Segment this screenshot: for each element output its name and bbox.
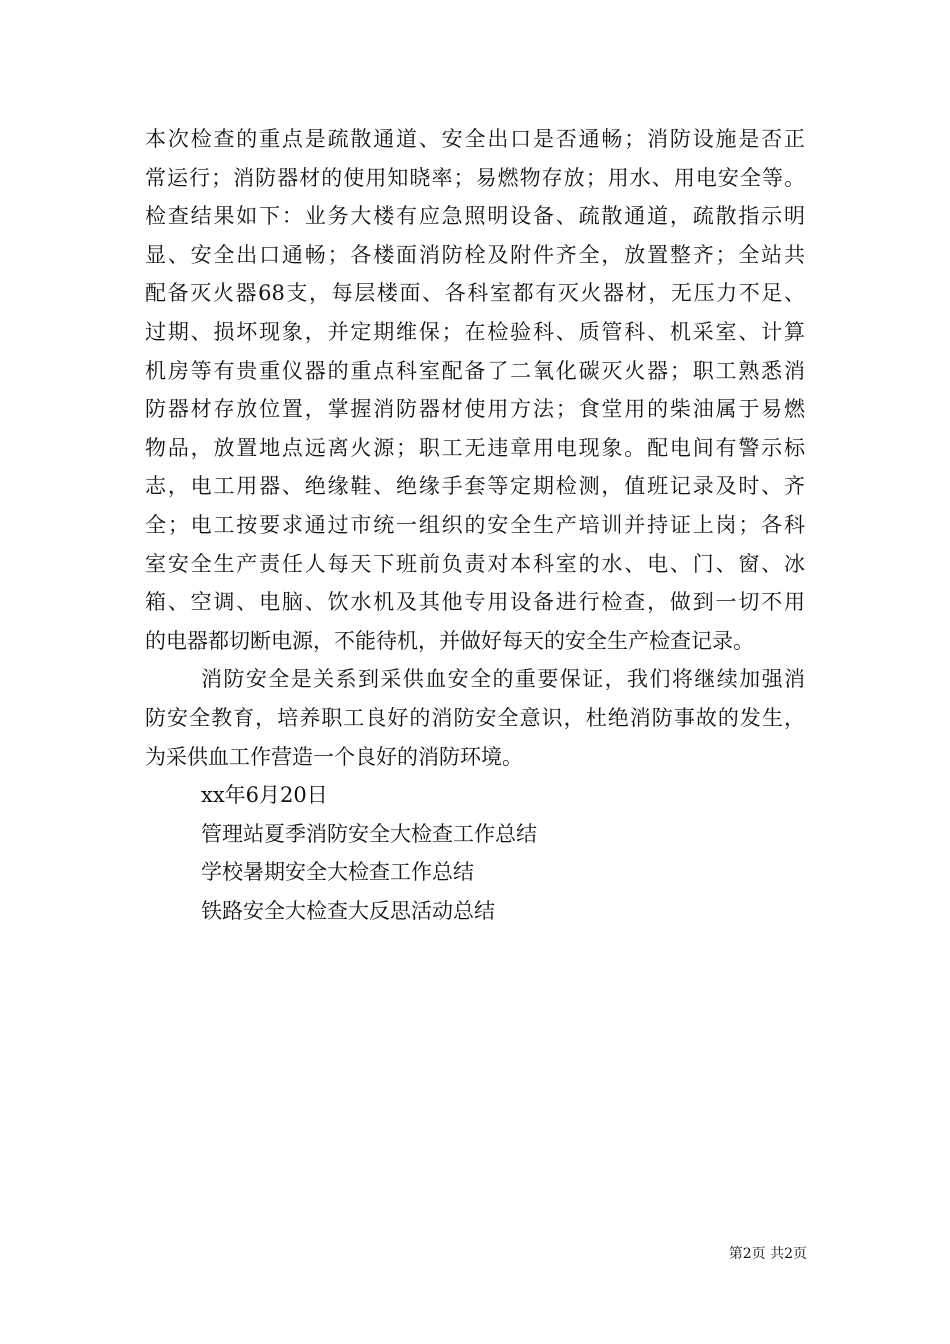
text-line: 防器材存放位置，掌握消防器材使用方法；食堂用的柴油属于易燃	[145, 397, 805, 422]
text-line: 常运行；消防器材的使用知晓率；易燃物存放；用水、用电安全等。	[145, 165, 805, 190]
text-line: 检查结果如下：业务大楼有应急照明设备、疏散通道，疏散指示明	[145, 204, 805, 229]
text-line: 为采供血工作营造一个良好的消防环境。	[145, 744, 523, 769]
page-number-footer: 第2页 共2页	[728, 1246, 807, 1262]
text-line: 物品，放置地点远离火源；职工无违章用电现象。配电间有警示标	[145, 435, 805, 460]
text-line: 全；电工按要求通过市统一组织的安全生产培训并持证上岗；各科	[145, 512, 805, 537]
text-line: 消防安全是关系到采供血安全的重要保证，我们将继续加强消	[201, 667, 805, 692]
paragraph-inspection-results	[145, 120, 805, 660]
paragraph-conclusion	[145, 660, 805, 776]
text-line: 防安全教育，培养职工良好的消防安全意识，杜绝消防事故的发生，	[145, 705, 805, 730]
related-link[interactable]: 学校暑期安全大检查工作总结	[201, 860, 474, 885]
document-date: xx年6月20日	[201, 783, 328, 808]
related-link[interactable]: 管理站夏季消防安全大检查工作总结	[201, 821, 537, 846]
text-line: 的电器都切断电源，不能待机，并做好每天的安全生产检查记录。	[145, 628, 754, 653]
related-link[interactable]: 铁路安全大检查大反思活动总结	[201, 898, 495, 923]
document-body	[145, 120, 805, 930]
text-line: 机房等有贵重仪器的重点科室配备了二氧化碳灭火器；职工熟悉消	[145, 358, 805, 383]
text-line: 配备灭火器68支，每层楼面、各科室都有灭火器材，无压力不足、	[145, 281, 805, 306]
text-line: 志，电工用器、绝缘鞋、绝缘手套等定期检测，值班记录及时、齐	[145, 474, 805, 499]
text-line: 室安全生产责任人每天下班前负责对本科室的水、电、门、窗、冰	[145, 551, 805, 576]
text-line: 本次检查的重点是疏散通道、安全出口是否通畅；消防设施是否正	[145, 127, 805, 151]
text-line: 显、安全出口通畅；各楼面消防栓及附件齐全，放置整齐；全站共	[145, 242, 805, 267]
text-line: 过期、损坏现象，并定期维保；在检验科、质管科、机采室、计算	[145, 319, 805, 344]
related-links-list	[145, 815, 805, 931]
text-line: 箱、空调、电脑、饮水机及其他专用设备进行检查，做到一切不用	[145, 590, 805, 615]
